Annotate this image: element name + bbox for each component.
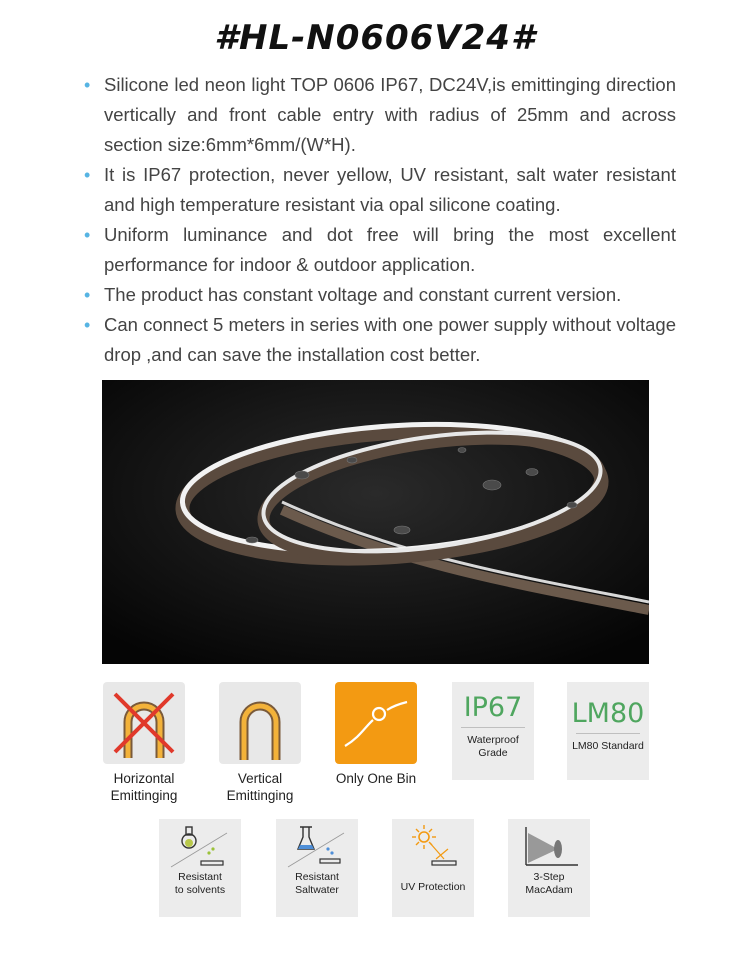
- feature-caption: Resistant Saltwater: [295, 871, 339, 896]
- bullet-dot-icon: •: [84, 285, 91, 305]
- bullet-item: • The product has constant voltage and constant current version.: [84, 280, 676, 310]
- ip67-caption: Waterproof Grade: [467, 734, 519, 759]
- solvent-flask-icon: [159, 819, 241, 871]
- feature-caption: UV Protection: [400, 881, 466, 893]
- feature-caption: Resistant to solvents: [174, 871, 226, 896]
- one-bin-icon: [335, 682, 417, 764]
- feature-caption: 3-Step MacAdam: [525, 871, 573, 896]
- saltwater-flask-icon: [276, 819, 358, 871]
- lm80-card: [567, 682, 649, 780]
- sun-uv-icon: [392, 819, 474, 871]
- lm80-caption: LM80 Standard: [572, 740, 644, 752]
- bullet-dot-icon: •: [84, 165, 91, 185]
- macadam-card: [508, 819, 590, 917]
- vertical-emitting-icon: [219, 682, 301, 764]
- feature-bullet-list: [84, 70, 676, 370]
- bullet-item: • Uniform luminance and dot free will bring the most excellent performance for indoor & outdoor application.: [84, 220, 676, 280]
- macadam-cone-icon: [508, 819, 590, 871]
- uv-protection-card: [392, 819, 474, 917]
- ip67-label: IP67: [463, 692, 523, 723]
- vertical-emitting-card: [219, 682, 301, 804]
- bullet-dot-icon: •: [84, 315, 91, 335]
- bullet-item: • It is IP67 protection, never yellow, UV resistant, salt water resistant and high temperature resistant via opal silicone coating.: [84, 160, 676, 220]
- saltwater-resistant-card: [276, 819, 358, 917]
- lm80-label: LM80: [571, 698, 645, 729]
- solvent-resistant-card: [159, 819, 241, 917]
- bullet-dot-icon: •: [84, 75, 91, 95]
- one-bin-card: [335, 682, 417, 787]
- bullet-item: • Silicone led neon light TOP 0606 IP67, DC24V,is emittinging direction vertically and front cable entry with radius of 25mm and across section size:6mm*6mm/(W*H).: [84, 70, 676, 160]
- product-photo: [102, 380, 649, 664]
- bullet-item: • Can connect 5 meters in series with one power supply without voltage drop ,and can save the installation cost better.: [84, 310, 676, 370]
- icon-caption: Horizontal Emittinging: [110, 771, 178, 803]
- horizontal-emitting-card: [103, 682, 185, 804]
- icon-caption: Only One Bin: [335, 771, 417, 786]
- product-title: #HL-N0606V24#: [214, 18, 536, 58]
- horizontal-emitting-crossed-icon: [103, 682, 185, 764]
- ip67-card: [452, 682, 534, 780]
- bullet-dot-icon: •: [84, 225, 91, 245]
- icon-caption: Vertical Emittinging: [226, 771, 294, 803]
